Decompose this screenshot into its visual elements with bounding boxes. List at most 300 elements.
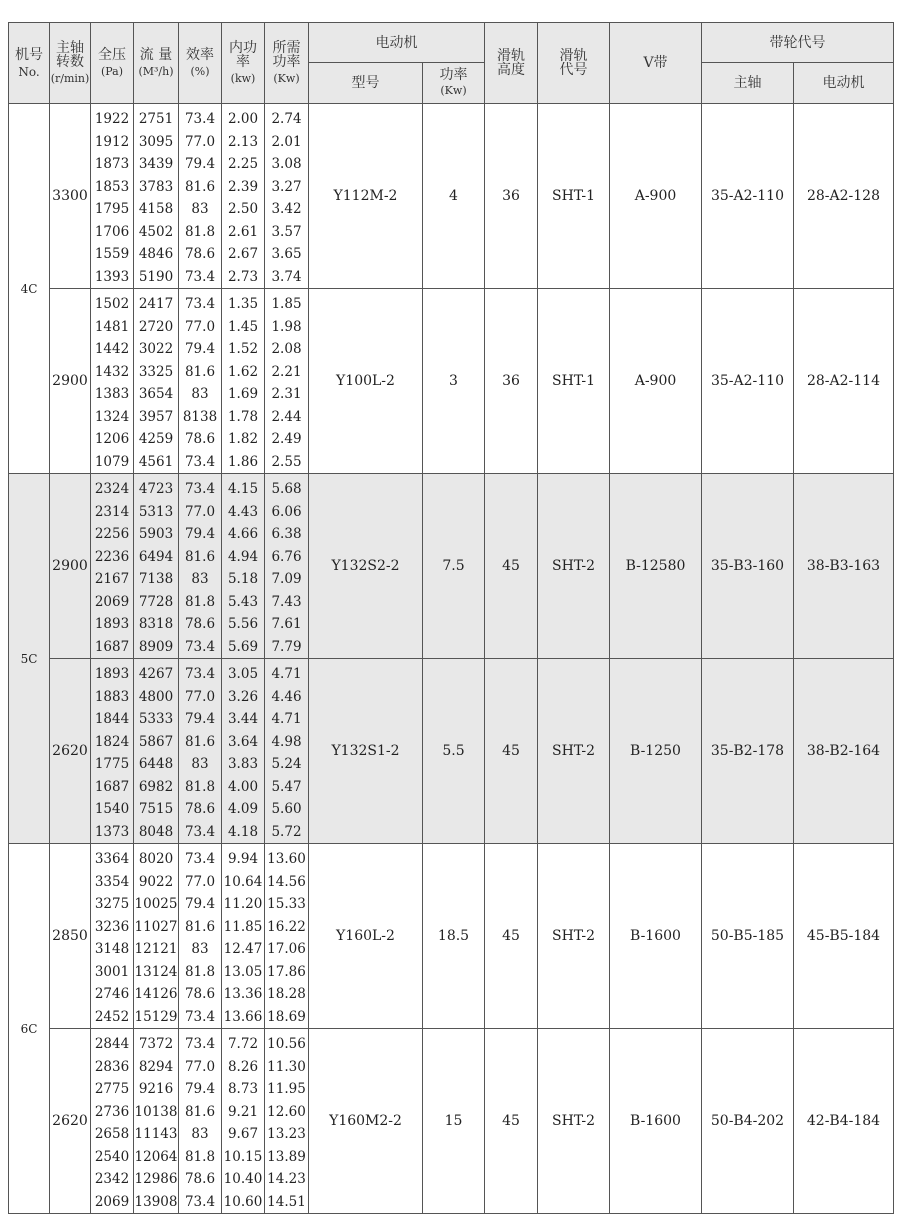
value-cell: 77.0 [184,503,216,520]
value-cell: 11.95 [267,1081,306,1097]
rail-code-cell: SHT-2 [538,659,610,844]
value-cell: 7138 [138,571,174,587]
value-cell: 1.35 [227,296,259,312]
pressure-col [91,104,134,289]
value-cell: 5333 [138,711,174,727]
value-cell: 73.4 [184,453,216,470]
value-cell: 9.94 [227,851,259,867]
value-cell: 2720 [138,318,174,335]
value-cell: 11.20 [223,896,263,912]
value-cell: 17.06 [267,941,306,957]
header-rail-code [538,23,610,104]
vbelt-cell: B-12580 [610,474,702,659]
pulley-motor-cell: 38-B3-163 [794,474,894,659]
value-cell: 4.43 [227,503,259,520]
value-cell: 79.4 [184,526,216,542]
efficiency-col [179,1029,222,1214]
value-cell: 7.09 [271,571,302,587]
header-efficiency [179,23,222,104]
value-cell: 1502 [94,296,130,312]
pulley-main-cell: 50-B4-202 [702,1029,794,1214]
value-cell: 81.8 [184,963,216,980]
value-cell: 6.38 [271,526,302,542]
value-cell: 11.30 [267,1058,306,1075]
value-cell: 1.82 [227,431,259,447]
speed-cell: 2620 [50,659,91,844]
value-cell: 2.50 [227,201,259,217]
value-cell: 83 [191,386,209,402]
value-cell: 2069 [94,593,130,610]
value-cell: 2.13 [227,133,259,150]
value-cell: 1706 [94,223,130,240]
value-cell: 18.28 [267,986,306,1002]
fan-performance-table [8,22,894,1214]
value-cell: 4.15 [227,481,259,497]
value-cell: 12121 [134,941,178,957]
value-cell: 4561 [138,453,174,470]
value-cell: 3.57 [271,223,302,240]
value-cell: 73.4 [184,1008,216,1025]
value-cell: 14.56 [267,873,306,890]
pressure-col [91,474,134,659]
value-cell: 8294 [138,1058,174,1075]
value-cell: 1.86 [227,453,259,470]
value-cell: 3.05 [227,666,259,682]
pulley-main-cell: 35-A2-110 [702,104,794,289]
rail-height-cell: 45 [485,844,538,1029]
pulley-motor-cell: 45-B5-184 [794,844,894,1029]
speed-cell: 2850 [50,844,91,1029]
value-cell: 10.40 [223,1171,263,1187]
value-cell: 1481 [94,318,130,335]
value-cell: 2342 [94,1171,130,1187]
rail-height-cell: 45 [485,659,538,844]
value-cell: 18.69 [267,1008,306,1025]
value-cell: 1432 [94,363,130,380]
value-cell: 13.05 [223,963,263,980]
value-cell: 5.43 [227,593,259,610]
value-cell: 13908 [134,1193,178,1210]
value-cell: 4502 [138,223,174,240]
motor-power-cell: 7.5 [423,474,485,659]
required-power-col [265,1029,309,1214]
pulley-main-cell: 35-A2-110 [702,289,794,474]
value-cell: 1824 [94,733,130,750]
value-cell: 8138 [182,408,218,425]
value-cell: 1893 [94,616,130,632]
value-cell: 2.31 [271,386,302,402]
header-rail-height [485,23,538,104]
header-pressure [91,23,134,104]
table-row [9,289,894,474]
header-machine-no [9,23,50,104]
value-cell: 1912 [94,133,130,150]
value-cell: 78.6 [184,431,216,447]
value-cell: 73.4 [184,1193,216,1210]
header-machine-no-label: 机号 [15,46,43,63]
value-cell: 73.4 [184,111,216,127]
value-cell: 73.4 [184,296,216,312]
value-cell: 81.6 [184,918,216,935]
value-cell: 78.6 [184,1171,216,1187]
value-cell: 78.6 [184,986,216,1002]
value-cell: 2.25 [227,156,259,172]
value-cell: 73.4 [184,481,216,497]
value-cell: 4.71 [271,666,302,682]
value-cell: 3957 [138,408,174,425]
value-cell: 1893 [94,666,130,682]
value-cell: 1.85 [271,296,302,312]
header-speed-unit: (r/min) [50,71,90,85]
value-cell: 12064 [134,1148,178,1165]
value-cell: 6.06 [271,503,302,520]
value-cell: 1559 [94,246,130,262]
value-cell: 1.45 [227,318,259,335]
value-cell: 1775 [94,756,130,772]
efficiency-col [179,104,222,289]
value-cell: 2736 [94,1103,130,1120]
value-cell: 78.6 [184,246,216,262]
value-cell: 77.0 [184,318,216,335]
value-cell: 2.21 [271,363,302,380]
value-cell: 3001 [94,963,130,980]
required-power-col [265,659,309,844]
value-cell: 81.6 [184,178,216,195]
value-cell: 3236 [94,918,130,935]
value-cell: 81.6 [184,548,216,565]
value-cell: 73.4 [184,823,216,840]
value-cell: 15129 [134,1008,178,1025]
value-cell: 2.08 [271,341,302,357]
value-cell: 9.67 [227,1126,259,1142]
internal-power-col [222,659,265,844]
value-cell: 12986 [134,1171,178,1187]
value-cell: 1873 [94,156,130,172]
value-cell: 4.46 [271,688,302,705]
value-cell: 3148 [94,941,130,957]
value-cell: 77.0 [184,133,216,150]
value-cell: 3325 [138,363,174,380]
value-cell: 2.44 [271,408,302,425]
machine-no-cell: 6C [9,844,50,1214]
efficiency-col [179,659,222,844]
internal-power-col [222,1029,265,1214]
efficiency-col [179,289,222,474]
value-cell: 9.21 [227,1103,259,1120]
header-required-power-unit: (Kw) [273,71,300,85]
value-cell: 5.68 [271,481,302,497]
efficiency-col [179,844,222,1029]
rail-code-cell: SHT-1 [538,104,610,289]
value-cell: 1844 [94,711,130,727]
value-cell: 2836 [94,1058,130,1075]
value-cell: 83 [191,1126,209,1142]
vbelt-cell: B-1600 [610,1029,702,1214]
value-cell: 2751 [138,111,174,127]
value-cell: 79.4 [184,1081,216,1097]
header-pulley-code: 带轮代号 [702,23,894,63]
value-cell: 4846 [138,246,174,262]
header-internal-power-unit: (kw) [230,71,256,85]
machine-no-cell: 4C [9,104,50,474]
value-cell: 2452 [94,1008,130,1025]
value-cell: 81.8 [184,1148,216,1165]
value-cell: 79.4 [184,896,216,912]
value-cell: 79.4 [184,341,216,357]
table-row [9,474,894,659]
header-rail-height-label: 滑轨 高度 [497,48,525,78]
value-cell: 1687 [94,778,130,795]
internal-power-col [222,844,265,1029]
value-cell: 10.56 [267,1036,306,1052]
value-cell: 1393 [94,268,130,285]
value-cell: 83 [191,571,209,587]
value-cell: 73.4 [184,666,216,682]
value-cell: 13124 [134,963,178,980]
value-cell: 1383 [94,386,130,402]
pulley-motor-cell: 28-A2-128 [794,104,894,289]
header-machine-no-en: No. [18,64,40,79]
value-cell: 4259 [138,431,174,447]
value-cell: 1540 [94,801,130,817]
value-cell: 1.52 [227,341,259,357]
value-cell: 83 [191,941,209,957]
value-cell: 16.22 [267,918,306,935]
flow-col [134,844,179,1029]
header-pulley-main: 主轴 [702,63,794,104]
value-cell: 79.4 [184,156,216,172]
value-cell: 4.18 [227,823,259,840]
value-cell: 73.4 [184,1036,216,1052]
value-cell: 2.49 [271,431,302,447]
vbelt-cell: A-900 [610,289,702,474]
value-cell: 1324 [94,408,130,425]
value-cell: 3275 [94,896,130,912]
header-pressure-unit: (Pa) [100,64,124,78]
value-cell: 3.44 [227,711,259,727]
value-cell: 2069 [94,1193,130,1210]
value-cell: 3783 [138,178,174,195]
internal-power-col [222,474,265,659]
value-cell: 13.36 [223,986,263,1002]
value-cell: 3654 [138,386,174,402]
pressure-col [91,289,134,474]
value-cell: 7.61 [271,616,302,632]
value-cell: 2236 [94,548,130,565]
value-cell: 83 [191,756,209,772]
motor-model-cell: Y132S2-2 [309,474,423,659]
value-cell: 5.24 [271,756,302,772]
value-cell: 1795 [94,201,130,217]
flow-col [134,289,179,474]
flow-col [134,659,179,844]
value-cell: 10138 [134,1103,178,1120]
required-power-col [265,289,309,474]
value-cell: 1883 [94,688,130,705]
value-cell: 6.76 [271,548,302,565]
value-cell: 5190 [138,268,174,285]
speed-cell: 2900 [50,474,91,659]
value-cell: 1.98 [271,318,302,335]
value-cell: 4.94 [227,548,259,565]
value-cell: 2324 [94,481,130,497]
value-cell: 3.42 [271,201,302,217]
value-cell: 12.60 [267,1103,306,1120]
value-cell: 78.6 [184,616,216,632]
internal-power-col [222,289,265,474]
value-cell: 2844 [94,1036,130,1052]
header-motor-power [423,63,485,104]
vbelt-cell: A-900 [610,104,702,289]
value-cell: 3354 [94,873,130,890]
header-efficiency-unit: (%) [190,64,210,78]
value-cell: 77.0 [184,1058,216,1075]
value-cell: 8020 [138,851,174,867]
motor-model-cell: Y132S1-2 [309,659,423,844]
value-cell: 3.08 [271,156,302,172]
value-cell: 17.86 [267,963,306,980]
flow-col [134,104,179,289]
required-power-col [265,104,309,289]
required-power-col [265,474,309,659]
value-cell: 3022 [138,341,174,357]
value-cell: 8.26 [227,1058,259,1075]
value-cell: 7515 [138,801,174,817]
value-cell: 2314 [94,503,130,520]
value-cell: 10.15 [223,1148,263,1165]
value-cell: 3.26 [227,688,259,705]
value-cell: 1922 [94,111,130,127]
value-cell: 2.55 [271,453,302,470]
value-cell: 77.0 [184,873,216,890]
value-cell: 5.60 [271,801,302,817]
header-pressure-label: 全压 [98,46,126,63]
value-cell: 10.64 [223,873,263,890]
header-vbelt: V带 [610,23,702,104]
rail-height-cell: 45 [485,1029,538,1214]
flow-col [134,474,179,659]
motor-power-cell: 5.5 [423,659,485,844]
value-cell: 3.83 [227,756,259,772]
value-cell: 4.09 [227,801,259,817]
value-cell: 7.72 [227,1036,259,1052]
value-cell: 8909 [138,638,174,655]
vbelt-cell: B-1600 [610,844,702,1029]
motor-model-cell: Y160L-2 [309,844,423,1029]
value-cell: 81.8 [184,223,216,240]
fan-performance-table-sheet [8,22,893,1210]
value-cell: 79.4 [184,711,216,727]
value-cell: 5.56 [227,616,259,632]
value-cell: 4158 [138,201,174,217]
value-cell: 13.66 [223,1008,263,1025]
header-internal-power [222,23,265,104]
value-cell: 4.66 [227,526,259,542]
motor-power-cell: 18.5 [423,844,485,1029]
value-cell: 7372 [138,1036,174,1052]
header-speed [50,23,91,104]
value-cell: 81.6 [184,1103,216,1120]
value-cell: 5903 [138,526,174,542]
value-cell: 2658 [94,1126,130,1142]
value-cell: 4267 [138,666,174,682]
value-cell: 3439 [138,156,174,172]
value-cell: 8048 [138,823,174,840]
value-cell: 1.62 [227,363,259,380]
value-cell: 1206 [94,431,130,447]
value-cell: 2417 [138,296,174,312]
value-cell: 5.47 [271,778,302,795]
speed-cell: 2620 [50,1029,91,1214]
value-cell: 13.23 [267,1126,306,1142]
value-cell: 3.65 [271,246,302,262]
value-cell: 3364 [94,851,130,867]
value-cell: 5.18 [227,571,259,587]
pulley-main-cell: 35-B3-160 [702,474,794,659]
pressure-col [91,659,134,844]
value-cell: 7.43 [271,593,302,610]
value-cell: 4.98 [271,733,302,750]
machine-no-cell: 5C [9,474,50,844]
value-cell: 81.6 [184,363,216,380]
flow-col [134,1029,179,1214]
value-cell: 2256 [94,526,130,542]
value-cell: 2.01 [271,133,302,150]
pulley-main-cell: 50-B5-185 [702,844,794,1029]
efficiency-col [179,474,222,659]
table-row [9,844,894,1029]
pressure-col [91,844,134,1029]
value-cell: 10025 [134,896,178,912]
header-flow-label: 流 量 [139,46,173,63]
table-row [9,104,894,289]
value-cell: 2.73 [227,268,259,285]
header-required-power-label: 所需 功率 [272,39,301,70]
rail-code-cell: SHT-1 [538,289,610,474]
value-cell: 11143 [134,1126,178,1142]
table-row [9,1029,894,1214]
value-cell: 3.64 [227,733,259,750]
value-cell: 13.60 [267,851,306,867]
value-cell: 11027 [134,918,178,935]
required-power-col [265,844,309,1029]
value-cell: 1853 [94,178,130,195]
value-cell: 1079 [94,453,130,470]
header-motor: 电动机 [309,23,485,63]
speed-cell: 2900 [50,289,91,474]
rail-code-cell: SHT-2 [538,474,610,659]
rail-code-cell: SHT-2 [538,1029,610,1214]
pulley-motor-cell: 38-B2-164 [794,659,894,844]
value-cell: 2167 [94,571,130,587]
motor-power-cell: 4 [423,104,485,289]
motor-model-cell: Y160M2-2 [309,1029,423,1214]
motor-power-cell: 15 [423,1029,485,1214]
rail-height-cell: 36 [485,104,538,289]
value-cell: 2.74 [271,111,302,127]
motor-model-cell: Y100L-2 [309,289,423,474]
value-cell: 2.61 [227,223,259,240]
value-cell: 1.69 [227,386,259,402]
value-cell: 5867 [138,733,174,750]
vbelt-cell: B-1250 [610,659,702,844]
value-cell: 8.73 [227,1081,259,1097]
value-cell: 1373 [94,823,130,840]
motor-model-cell: Y112M-2 [309,104,423,289]
value-cell: 2.67 [227,246,259,262]
header-efficiency-label: 效率 [186,46,214,63]
value-cell: 73.4 [184,638,216,655]
